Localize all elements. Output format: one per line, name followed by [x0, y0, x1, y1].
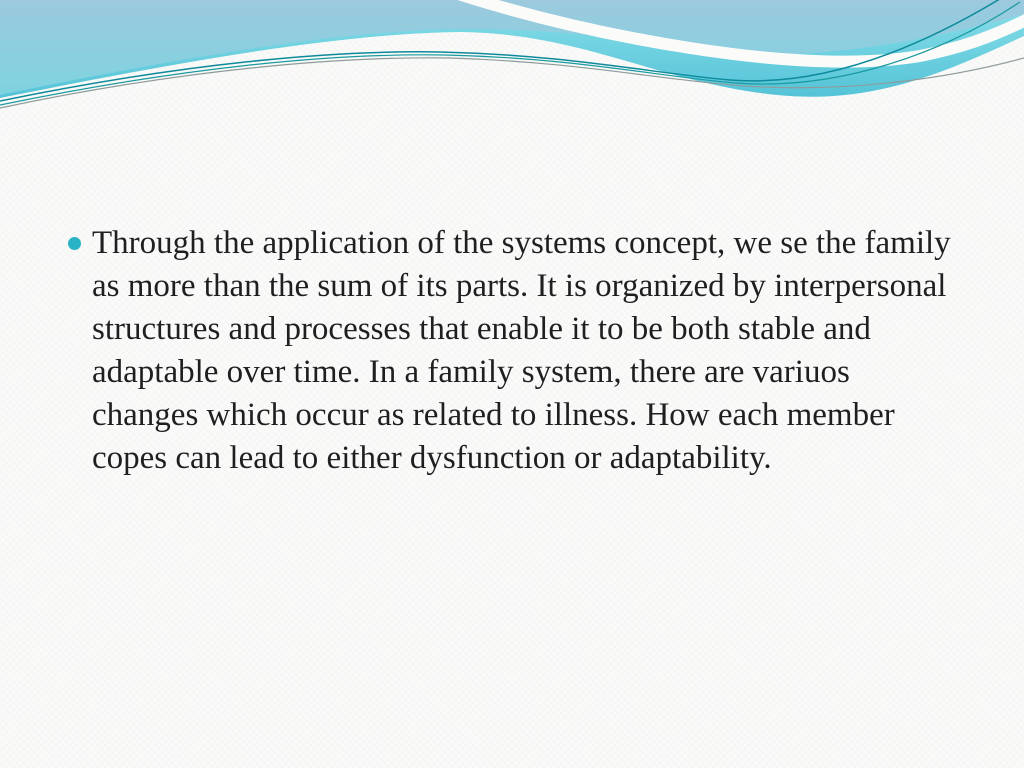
bullet-paragraph-text: Through the application of the systems concept, we se the family as more than the sum of its parts. It is organized by interpersonal structures and processes that enable it to be both stable and adaptable over time. In a family system, there are variuos changes which occur as related to illness. How each member copes can lead to either dysfunction or adaptability. [92, 225, 951, 476]
bullet-list-item [68, 222, 960, 480]
wave-header-decoration [0, 0, 1024, 132]
bullet-circle-icon [68, 237, 81, 250]
